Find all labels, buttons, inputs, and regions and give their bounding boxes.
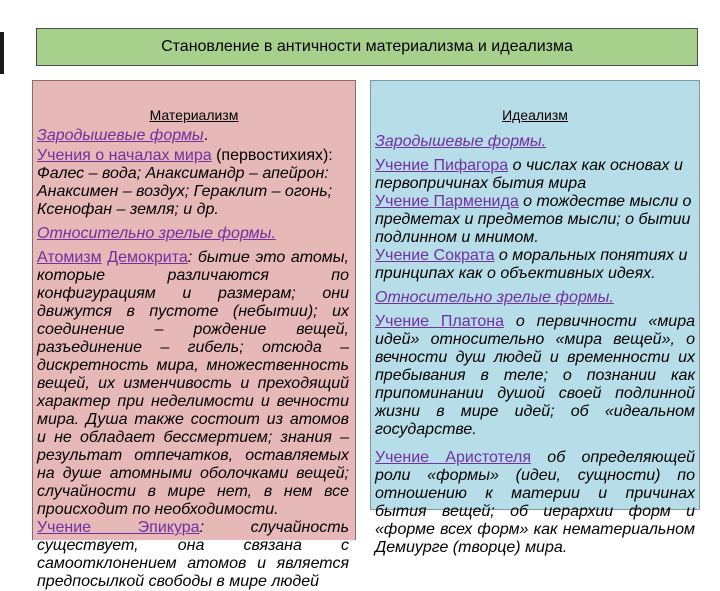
materialism-mature-link[interactable]: Относительно зрелые формы. xyxy=(37,225,276,242)
epicurus-text: : случайность существует, она связана с самоотклонением атомов и является предпосылкой свободы в мире людей xyxy=(37,519,349,590)
democritus-paragraph xyxy=(37,249,349,519)
epicurus-link[interactable]: Учение Эпикура xyxy=(37,519,200,536)
materialism-mature-line xyxy=(37,225,349,243)
idealism-embryonic-line xyxy=(375,133,695,151)
materialism-panel xyxy=(32,80,356,590)
idealism-mature-link[interactable]: Относительно зрелые формы. xyxy=(375,289,614,306)
plato-text: о первичности «мира идей» относительно «мира вещей», о вечности душ людей и временности их пребывания в теле; о познании как припоминании душой своей подлинной жизни в мире идей; об «идеальном государстве. xyxy=(375,313,695,438)
idealism-panel xyxy=(370,80,700,556)
idealism-mature-line xyxy=(375,289,695,307)
pythagoras-link[interactable]: Учение Пифагора xyxy=(375,157,509,174)
democritus-link[interactable]: Демокрита xyxy=(107,249,188,266)
slide-title: Становление в античности материализма и идеализма xyxy=(161,38,573,55)
idealism-embryonic-link[interactable]: Зародышевые формы. xyxy=(375,133,547,150)
slide-title-box xyxy=(36,28,698,66)
materialism-embryonic-link[interactable]: Зародышевые формы xyxy=(37,127,204,144)
slide-edge-marker xyxy=(0,32,4,74)
materialism-body xyxy=(37,127,349,591)
socrates-link[interactable]: Учение Сократа xyxy=(375,247,495,264)
parmenides-link[interactable]: Учение Парменида xyxy=(375,193,519,210)
pythagoras-text: о числах как основах и первопричинах бытия мира xyxy=(375,157,683,192)
aristotle-paragraph xyxy=(375,449,695,557)
pythagoras-paragraph xyxy=(375,157,695,193)
parmenides-paragraph xyxy=(375,193,695,247)
plato-paragraph xyxy=(375,313,695,439)
idealism-heading xyxy=(371,107,699,123)
plato-link[interactable]: Учение Платона xyxy=(375,313,505,330)
teachings-rest: (первостихиях): xyxy=(211,147,333,164)
materialism-embryonic-dot: . xyxy=(203,127,209,144)
socrates-paragraph xyxy=(375,247,695,283)
idealism-body xyxy=(375,133,695,557)
democritus-text: : бытие это атомы, которые различаются по конфигурациям и размерам; они движутся в пустоте (небытии); их соединение – рождение вещей, разъединение – гибель; отсюда – дискретность мира, множественность вещей, их изменчивость и преходящий характер при неделимости и вечности мира. Душа также состоит из атомов и не обладает бессмертием; знания – результат отпечатков, оставляемых на душе атомными оболочками вещей; случайности в мире нет, в нем все происходит по необходимости. xyxy=(37,249,349,518)
socrates-text: о моральных понятиях и принципах как о объективных идеях. xyxy=(375,247,688,282)
aristotle-text: об определяющей роли «формы» (идеи, сущности) по отношению к материи и причинах бытия вещей; об иерархии форм и «форме всех форм» как нематериальном Демиурге (творце) мира. xyxy=(375,449,695,556)
materialism-heading xyxy=(33,107,355,123)
materialism-embryonic-line xyxy=(37,127,349,145)
teachings-link[interactable]: Учения о началах мира xyxy=(37,147,212,164)
idealism-heading-text: Идеализм xyxy=(502,107,568,123)
materialism-heading-text: Материализм xyxy=(149,107,239,123)
aristotle-link[interactable]: Учение Аристотеля xyxy=(375,449,532,466)
atomism-link[interactable]: Атомизм xyxy=(37,249,102,266)
parmenides-text: о тождестве мысли о предметах и предметов мысли; о бытии подлинном и мнимом. xyxy=(375,193,692,246)
elements-text: Фалес – вода; Анаксимандр – апейрон: Анаксимен – воздух; Гераклит – огонь; Ксенофан – земля; и др. xyxy=(37,165,333,218)
materialism-teachings xyxy=(37,147,349,219)
epicurus-paragraph xyxy=(37,519,349,591)
